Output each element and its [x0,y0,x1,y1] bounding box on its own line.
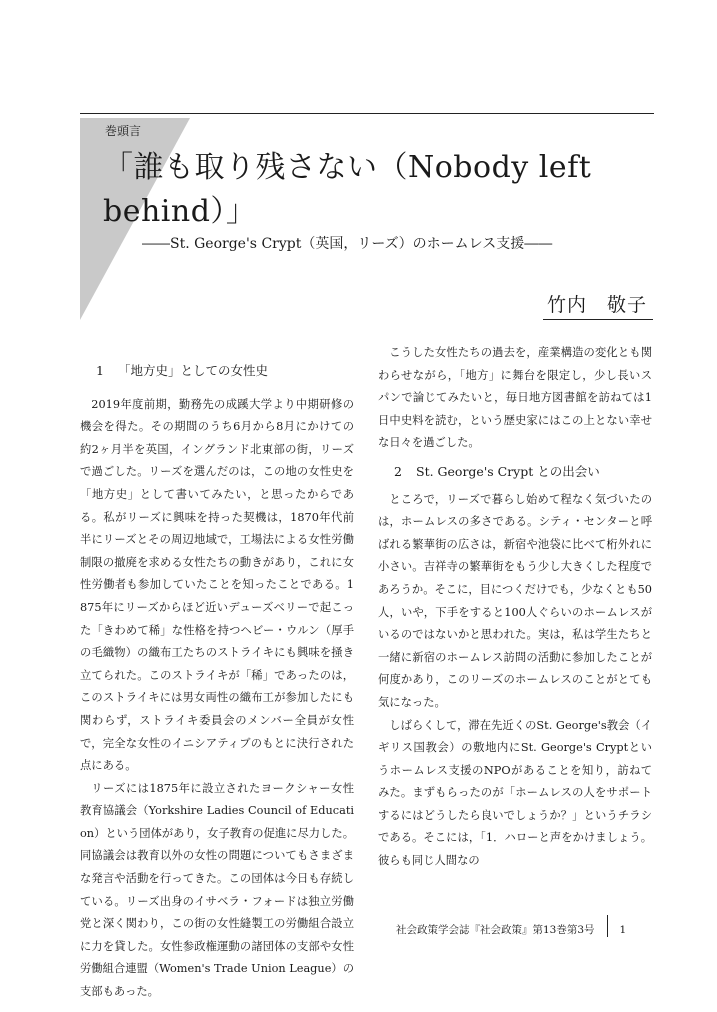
top-rule [80,113,654,114]
section-number: 2 [394,463,402,479]
article-category: 巻頭言 [105,124,142,138]
section-number: 1 [96,363,104,378]
paragraph: こうした女性たちの過去を，産業構造の変化とも関わらせながら，「地方」に舞台を限定し，少し長いスパンで論じてみたいと，毎日地方図書館を訪ねては1日中史料を読む，という歴史家にはこの上とない幸せな日々を過ごした。 [378,346,652,450]
section-heading-1 [80,360,354,383]
paragraph: ところで，リーズで暮らし始めて程なく気づいたのは，ホームレスの多さである。シティ・センターと呼ばれる繁華街の広さは，新宿や池袋に比べて桁外れに小さい。吉祥寺の繁華街をもう少し大きくした程度であろうか。そこに，目につくだけでも，少なくとも50人，いや，下手をすると100人ぐらいのホームレスがいるのではないかと思われた。実は，私は学生たちと一緒に新宿のホームレス訪問の活動に参加したことが何度かあり，このリーズのホームレスのことがとても気になった。 [378,492,652,709]
paragraph: しばらくして，滞在先近くのSt. George's教会（イギリス国教会）の敷地内にSt. George's Cryptというホームレス支援のNPOがあることを知り，訪ねてみた。まずもらったのが「ホームレスの人をサポートするにはどうしたら良いでしょうか？」というチラシである。そこには，「1．ハローと声をかけましょう。彼らも同じ人間なの [378,718,652,868]
article-subtitle: ――St. George's Crypt（英国，リーズ）のホームレス支援―― [142,236,553,252]
article-title: 「誰も取り残さない（Nobody left behind）」 [103,150,592,229]
paragraph: 2019年度前期，勤務先の成蹊大学より中期研修の機会を得た。その期間のうち6月から8月にかけての約2ヶ月半を英国，イングランド北東部の街，リーズで過ごした。リーズを選んだのは，この地の女性史を「地方史」として書いてみたい，と思ったからである。私がリーズに興味を持った契機は，1870年代前半にリーズとその周辺地域で，工場法による女性労働制限の撤廃を求める女性たちの動きがあり，これに女性労働者も参加していたことを知ったことである。1875年にリーズからほど近いデューズベリーで起こった「きわめて稀」な性格を持つヘビー・ウルン（厚手の毛織物）の織布工たちのストライキにも興味を掻き立てられた。このストライキが「稀」であったのは，このストライキには男女両性の織布工が参加したにも関わらず，ストライキ委員会のメンバー全員が女性で，完全な女性のイニシアティブのもとに決行された点にある。 [80,397,354,773]
footer-divider [607,915,608,937]
page-footer [396,919,626,941]
section-heading-text: 「地方史」としての女性史 [118,363,269,378]
author-name: 竹内 敬子 [543,290,653,320]
text-column-right [378,342,652,873]
section-heading-2 [378,461,652,484]
page-number: 1 [619,924,627,936]
journal-name: 社会政策学会誌『社会政策』第13巻第3号 [396,924,595,936]
paragraph: リーズには1875年に設立されたヨークシャー女性教育協議会（Yorkshire Ladies Council of Education）という団体があり，女子教育の促進に尽力した。同協議会は教育以外の女性の問題についてもさまざまな発言や活動を行ってきた。この団体は今日も存続している。リーズ出身のイサベラ・フォードは独立労働党と深く関わり，この街の女性縫製工の労働組合設立に力を貸した。女性参政権運動の諸団体の支部や女性労働組合連盟（Women's Trade Union League）の支部もあった。 [80,781,354,999]
section-heading-text: St. George's Crypt との出会い [416,463,600,479]
text-column-left [80,360,354,1004]
